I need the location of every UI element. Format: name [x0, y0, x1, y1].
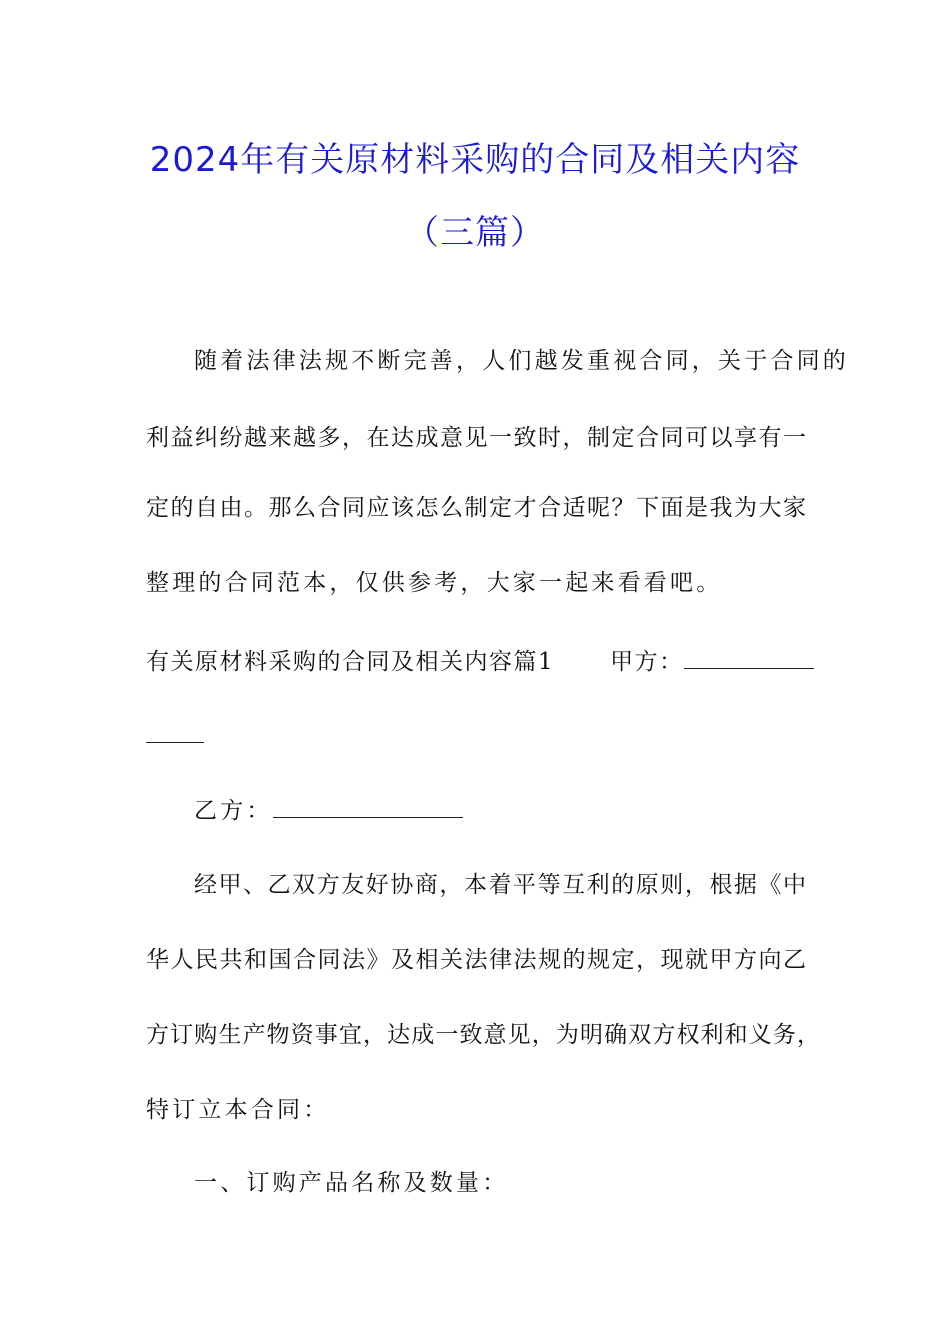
section-1-heading: 一、订购产品名称及数量：	[194, 1170, 509, 1196]
document-title-line1: 2024年有关原材料采购的合同及相关内容	[149, 140, 801, 180]
intro-line-3: 定的自由。那么合同应该怎么制定才合适呢？下面是我为大家	[146, 495, 806, 521]
party-a-blank-continued-row	[146, 720, 204, 751]
contract-heading-row	[146, 646, 814, 677]
intro-line-2: 利益纠纷越来越多，在达成意见一致时，制定合同可以享有一	[146, 425, 806, 451]
document-title-line2: （三篇）	[405, 213, 545, 253]
intro-line-4: 整理的合同范本，仅供参考，大家一起来看看吧。	[146, 570, 723, 596]
party-b-blank	[273, 795, 463, 818]
para1-line-4: 特订立本合同：	[146, 1097, 330, 1123]
contract-heading: 有关原材料采购的合同及相关内容篇1	[146, 649, 555, 675]
intro-line-1: 随着法律法规不断完善，人们越发重视合同，关于合同的	[194, 348, 849, 374]
para1-line-1: 经甲、乙双方友好协商，本着平等互利的原则，根据《中	[194, 872, 806, 898]
para1-line-3: 方订购生产物资事宜，达成一致意见，为明确双方权利和义务，	[146, 1022, 820, 1048]
party-b-row	[194, 795, 463, 826]
party-a-label: 甲方：	[610, 649, 684, 675]
party-a-blank-continued	[146, 720, 204, 743]
party-a-blank	[684, 646, 814, 669]
party-b-label: 乙方：	[194, 798, 273, 824]
para1-line-2: 华人民共和国合同法》及相关法律法规的规定，现就甲方向乙	[146, 947, 806, 973]
